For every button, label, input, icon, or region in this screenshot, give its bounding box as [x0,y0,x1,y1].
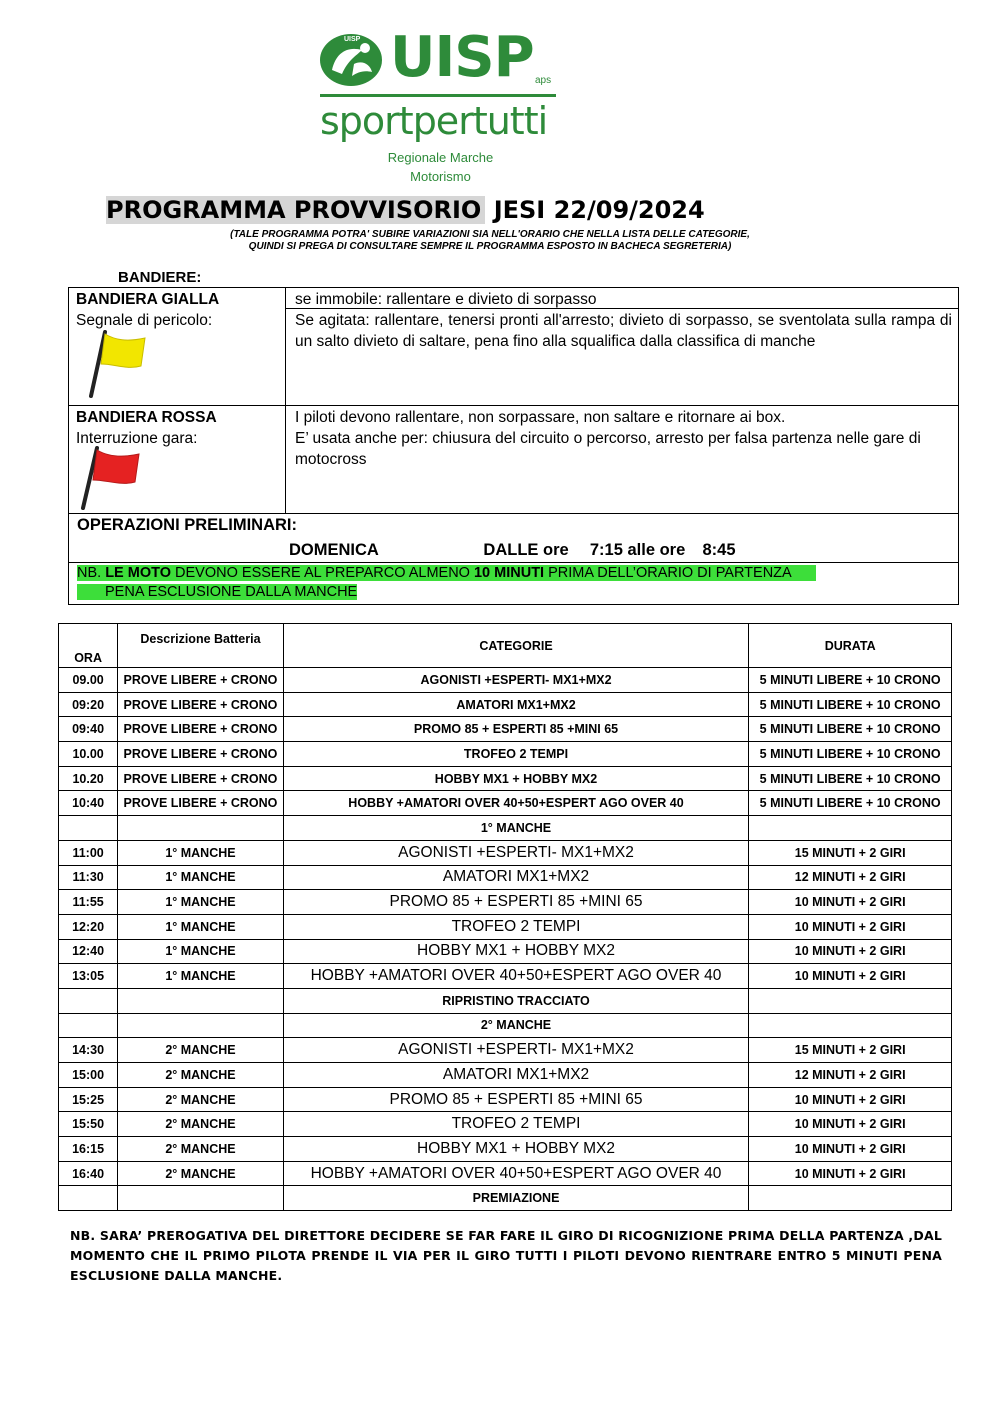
prelim-day: DOMENICA [289,541,379,559]
row-description: PROVE LIBERE + CRONO [118,742,284,767]
schedule-row [59,1087,952,1112]
preparco-line-1 [77,565,816,581]
row-duration: 5 MINUTI LIBERE + 10 CRONO [749,692,952,717]
schedule-row [59,1186,952,1211]
flags-box [68,287,959,605]
row-category: HOBBY +AMATORI OVER 40+50+ESPERT AGO OVER 40 [283,791,749,816]
prelim-to-time: 8:45 [702,541,736,559]
row-time: 09:20 [59,692,118,717]
row-duration: 10 MINUTI + 2 GIRI [749,1087,952,1112]
flags-section-label: BANDIERE: [118,269,202,286]
nb-bold-moto: LE MOTO [105,565,171,581]
row-category: HOBBY +AMATORI OVER 40+50+ESPERT AGO OVER 40 [283,1161,749,1186]
row-time: 15:25 [59,1087,118,1112]
nb-text-2: PRIMA DELL’ORARIO DI PARTENZA [548,565,792,581]
row-time: 16:40 [59,1161,118,1186]
yellow-flag-icon [87,330,149,400]
row-description: 1° MANCHE [118,914,284,939]
schedule-row [59,1112,952,1137]
row-duration: 10 MINUTI + 2 GIRI [749,1112,952,1137]
nb-divider [69,562,958,563]
row-duration: 10 MINUTI + 2 GIRI [749,914,952,939]
row-duration: 12 MINUTI + 2 GIRI [749,865,952,890]
yellow-flag-rule-waved: Se agitata: rallentare, tenersi pronti all'arresto; divieto di sorpasso, se sventolata sulla rampa di un salto divieto di saltare, pena fino alla squalifica dalla classifica di manche [295,312,952,350]
schedule-row [59,1137,952,1162]
row-category: HOBBY MX1 + HOBBY MX2 [283,939,749,964]
row-description: 2° MANCHE [118,1038,284,1063]
row-category: AMATORI MX1+MX2 [283,865,749,890]
preparco-notice [77,564,816,602]
flags-column-divider [285,288,286,514]
schedule-row [59,791,952,816]
row-category: PREMIAZIONE [283,1186,749,1211]
row-duration: 10 MINUTI + 2 GIRI [749,1161,952,1186]
row-description: 2° MANCHE [118,1161,284,1186]
schedule-row [59,840,952,865]
logo-tagline: sportpertutti [320,99,548,143]
red-flag-rule-2: E’ usata anche per: chiusura del circuito o percorso, arresto per falsa partenza nelle gare di motocross [295,430,921,468]
notice-line-2: QUINDI SI PREGA DI CONSULTARE SEMPRE IL PROGRAMMA ESPOSTO IN BACHECA SEGRETERIA) [248,241,732,252]
schedule-row [59,692,952,717]
nb-prefix: NB. [77,565,102,581]
row-category: HOBBY MX1 + HOBBY MX2 [283,766,749,791]
row-time: 11:00 [59,840,118,865]
row-duration: 5 MINUTI LIBERE + 10 CRONO [749,791,952,816]
row-description: 1° MANCHE [118,890,284,915]
row-duration: 5 MINUTI LIBERE + 10 CRONO [749,668,952,693]
schedule-row [59,816,952,841]
row-time: 09.00 [59,668,118,693]
prelim-from-time: 7:15 [589,541,623,559]
schedule-row [59,964,952,989]
row-time: 10.20 [59,766,118,791]
schedule-row [59,890,952,915]
row-duration [749,1013,952,1038]
yellow-flag-subtitle: Segnale di pericolo: [76,312,213,329]
row-category: TROFEO 2 TEMPI [283,1112,749,1137]
header-categorie: CATEGORIE [283,624,749,668]
row-category: HOBBY +AMATORI OVER 40+50+ESPERT AGO OVER 40 [283,964,749,989]
page-title [106,193,705,227]
uisp-logo [318,26,568,186]
row-time: 09:40 [59,717,118,742]
row-duration: 10 MINUTI + 2 GIRI [749,939,952,964]
row-duration [749,816,952,841]
header-durata: DURATA [749,624,952,668]
yellow-flag-name: BANDIERA GIALLA [76,291,220,308]
row-description: 2° MANCHE [118,1087,284,1112]
row-time: 11:30 [59,865,118,890]
row-duration: 10 MINUTI + 2 GIRI [749,890,952,915]
row-description: PROVE LIBERE + CRONO [118,668,284,693]
row-category: AGONISTI +ESPERTI- MX1+MX2 [283,668,749,693]
prelim-to-label: alle ore [627,541,686,559]
row-category: AGONISTI +ESPERTI- MX1+MX2 [283,840,749,865]
row-category: AGONISTI +ESPERTI- MX1+MX2 [283,1038,749,1063]
logo-aps: aps [535,75,552,86]
row-description: 1° MANCHE [118,939,284,964]
row-description [118,816,284,841]
row-description: PROVE LIBERE + CRONO [118,766,284,791]
notice-line-1: (TALE PROGRAMMA POTRA' SUBIRE VARIAZIONI SIA NELL'ORARIO CHE NELLA LISTA DELLE CATEGORIE, [230,229,750,240]
row-description: 2° MANCHE [118,1137,284,1162]
prelim-label: OPERAZIONI PRELIMINARI: [77,516,298,534]
schedule-table [58,623,952,1211]
row-time [59,816,118,841]
row-time: 11:55 [59,890,118,915]
row-time: 14:30 [59,1038,118,1063]
schedule-row [59,865,952,890]
row-description: PROVE LIBERE + CRONO [118,692,284,717]
row-description: 1° MANCHE [118,964,284,989]
nb-text-1: DEVONO ESSERE AL PREPARCO ALMENO [175,565,470,581]
row-duration: 10 MINUTI + 2 GIRI [749,964,952,989]
row-duration: 5 MINUTI LIBERE + 10 CRONO [749,742,952,767]
row-category: TROFEO 2 TEMPI [283,914,749,939]
row-description [118,1186,284,1211]
row-description: 2° MANCHE [118,1063,284,1088]
logo-region: Regionale Marche [387,150,494,165]
row-category: HOBBY MX1 + HOBBY MX2 [283,1137,749,1162]
row-time [59,988,118,1013]
row-description: 1° MANCHE [118,840,284,865]
row-category: TROFEO 2 TEMPI [283,742,749,767]
row-category: PROMO 85 + ESPERTI 85 +MINI 65 [283,890,749,915]
red-flag-icon [79,446,141,512]
schedule-row [59,1013,952,1038]
schedule-row [59,914,952,939]
schedule-header-row [59,624,952,668]
row-time [59,1186,118,1211]
row-time: 10.00 [59,742,118,767]
uisp-emblem-icon [318,30,388,88]
prelim-from-label: DALLE ore [483,541,569,559]
nb-line-2: PENA ESCLUSIONE DALLA MANCHE [105,584,358,600]
flags-row-divider [69,405,958,406]
row-category: PROMO 85 + ESPERTI 85 +MINI 65 [283,1087,749,1112]
prelim-divider [69,513,958,514]
title-highlight: PROGRAMMA PROVVISORIO [106,196,485,224]
row-time: 12:20 [59,914,118,939]
schedule-row [59,1161,952,1186]
header-ora: ORA [59,624,118,668]
nb-bold-minutes: 10 MINUTI [473,565,545,581]
emblem-text: UISP [344,36,361,43]
preparco-line-2 [77,584,357,600]
red-flag-name: BANDIERA ROSSA [76,409,217,426]
row-category: AMATORI MX1+MX2 [283,1063,749,1088]
logo-brand: UISP [390,25,534,90]
red-flag-subtitle: Interruzione gara: [76,430,198,447]
row-description [118,1013,284,1038]
row-description: PROVE LIBERE + CRONO [118,791,284,816]
row-category: AMATORI MX1+MX2 [283,692,749,717]
footer-note: NB. SARA’ PREROGATIVA DEL DIRETTORE DECIDERE SE FAR FARE IL GIRO DI RICOGNIZIONE PRIMA DELLA PARTENZA ,DAL MOMENTO CHE IL PRIMO PILOTA PRENDE IL VIA PER IL GIRO TUTTI I PILOTI DEVONO RIENTRARE ENTRO 5 MINUTI PENA ESCLUSIONE DALLA MANCHE. [70,1228,942,1283]
row-duration: 10 MINUTI + 2 GIRI [749,1137,952,1162]
schedule-row [59,668,952,693]
row-time: 16:15 [59,1137,118,1162]
row-duration: 15 MINUTI + 2 GIRI [749,1038,952,1063]
header-descrizione: Descrizione Batteria [118,624,284,668]
variation-notice [160,229,820,253]
red-flag-rule-1: I piloti devono rallentare, non sorpassare, non saltare e ritornare ai box. [295,409,786,426]
row-duration [749,1186,952,1211]
row-category: PROMO 85 + ESPERTI 85 +MINI 65 [283,717,749,742]
row-time: 13:05 [59,964,118,989]
row-category: 2° MANCHE [283,1013,749,1038]
schedule-row [59,766,952,791]
logo-divider [320,94,556,97]
schedule-row [59,1038,952,1063]
yellow-flag-rule-still: se immobile: rallentare e divieto di sorpasso [295,291,597,308]
row-category: 1° MANCHE [283,816,749,841]
row-time: 12:40 [59,939,118,964]
row-duration: 12 MINUTI + 2 GIRI [749,1063,952,1088]
row-duration: 5 MINUTI LIBERE + 10 CRONO [749,717,952,742]
row-duration [749,988,952,1013]
schedule-body [59,624,952,1211]
row-description [118,988,284,1013]
prelim-schedule [289,541,736,560]
row-time [59,1013,118,1038]
schedule-row [59,1063,952,1088]
schedule-row [59,988,952,1013]
row-category: RIPRISTINO TRACCIATO [283,988,749,1013]
schedule-row [59,717,952,742]
row-description: PROVE LIBERE + CRONO [118,717,284,742]
row-time: 15:00 [59,1063,118,1088]
schedule-row [59,742,952,767]
schedule-row [59,939,952,964]
row-time: 10:40 [59,791,118,816]
row-description: 2° MANCHE [118,1112,284,1137]
title-event: JESI 22/09/2024 [493,196,705,224]
logo-section: Motorismo [410,169,471,184]
row-duration: 5 MINUTI LIBERE + 10 CRONO [749,766,952,791]
row-duration: 15 MINUTI + 2 GIRI [749,840,952,865]
row-description: 1° MANCHE [118,865,284,890]
row-time: 15:50 [59,1112,118,1137]
